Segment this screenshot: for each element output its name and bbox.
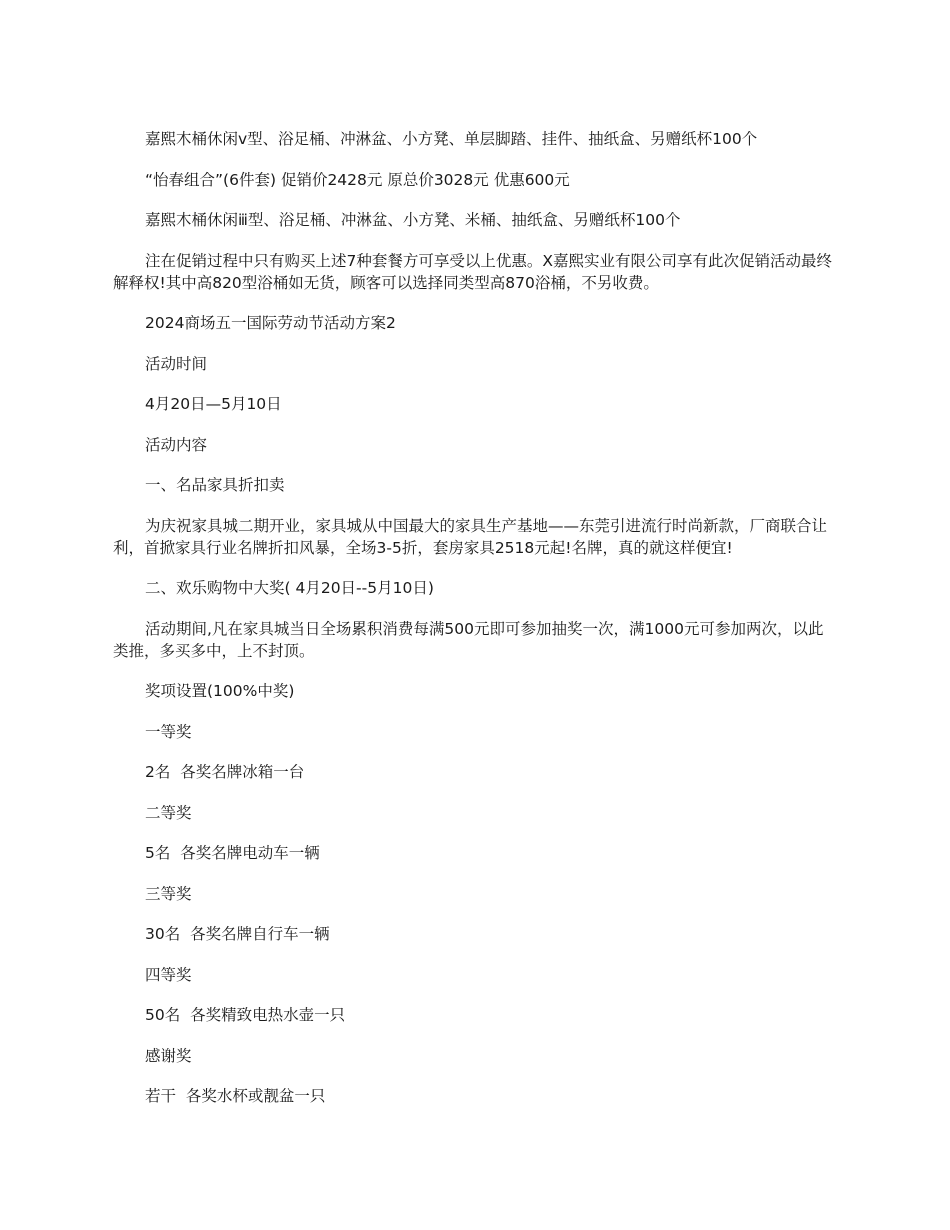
prize-thanks-title: 感谢奖 xyxy=(145,1046,192,1065)
paragraph-promotion-note: 注在促销过程中只有购买上述7种套餐方可享受以上优惠。X嘉熙实业有限公司享有此次促销活动最终解释权!其中高820型浴桶如无货，顾客可以选择同类型高870浴桶，不另收费。 xyxy=(113,251,832,292)
paragraph-yichun-combo-price: “怡春组合”(6件套) 促销价2428元 原总价3028元 优惠600元 xyxy=(145,170,570,189)
prize-first-detail: 2名 各奖名牌冰箱一台 xyxy=(145,763,305,781)
heading-furniture-discount: 一、名品家具折扣卖 xyxy=(145,476,285,494)
paragraph-furniture-discount: 为庆祝家具城二期开业，家具城从中国最大的家具生产基地——东莞引进流行时尚新款，厂商联合让利，首掀家具行业名牌折扣风暴，全场3-5折，套房家具2518元起!名牌，真的就这样便宜! xyxy=(113,516,828,557)
heading-activity-time: 活动时间 xyxy=(145,354,208,373)
prize-first-title: 一等奖 xyxy=(145,722,192,741)
activity-date-range: 4月20日—5月10日 xyxy=(145,395,282,413)
paragraph-lucky-draw-rules: 活动期间,凡在家具城当日全场累积消费每满500元即可参加抽奖一次，满1000元可参加两次，以此类推，多买多中，上不封顶。 xyxy=(113,619,824,660)
section-title-plan-2: 2024商场五一国际劳动节活动方案2 xyxy=(145,314,396,332)
document-body xyxy=(113,128,835,1126)
heading-lucky-draw: 二、欢乐购物中大奖( 4月20日--5月10日) xyxy=(145,579,434,597)
prize-thanks-detail: 若干 各奖水杯或靓盆一只 xyxy=(145,1087,326,1105)
paragraph-package-v-items: 嘉熙木桶休闲ⅴ型、浴足桶、冲淋盆、小方凳、单层脚踏、挂件、抽纸盒、另赠纸杯100个 xyxy=(145,130,758,148)
prize-fourth-detail: 50名 各奖精致电热水壶一只 xyxy=(145,1006,346,1024)
prize-third-detail: 30名 各奖名牌自行车一辆 xyxy=(145,925,330,943)
prize-third-title: 三等奖 xyxy=(145,884,192,903)
paragraph-package-iii-items: 嘉熙木桶休闲ⅲ型、浴足桶、冲淋盆、小方凳、米桶、抽纸盒、另赠纸杯100个 xyxy=(145,211,681,229)
prize-second-detail: 5名 各奖名牌电动车一辆 xyxy=(145,844,320,862)
prize-second-title: 二等奖 xyxy=(145,803,192,822)
heading-activity-content: 活动内容 xyxy=(145,435,208,454)
prize-fourth-title: 四等奖 xyxy=(145,965,192,984)
heading-prize-settings: 奖项设置(100%中奖) xyxy=(145,682,295,700)
